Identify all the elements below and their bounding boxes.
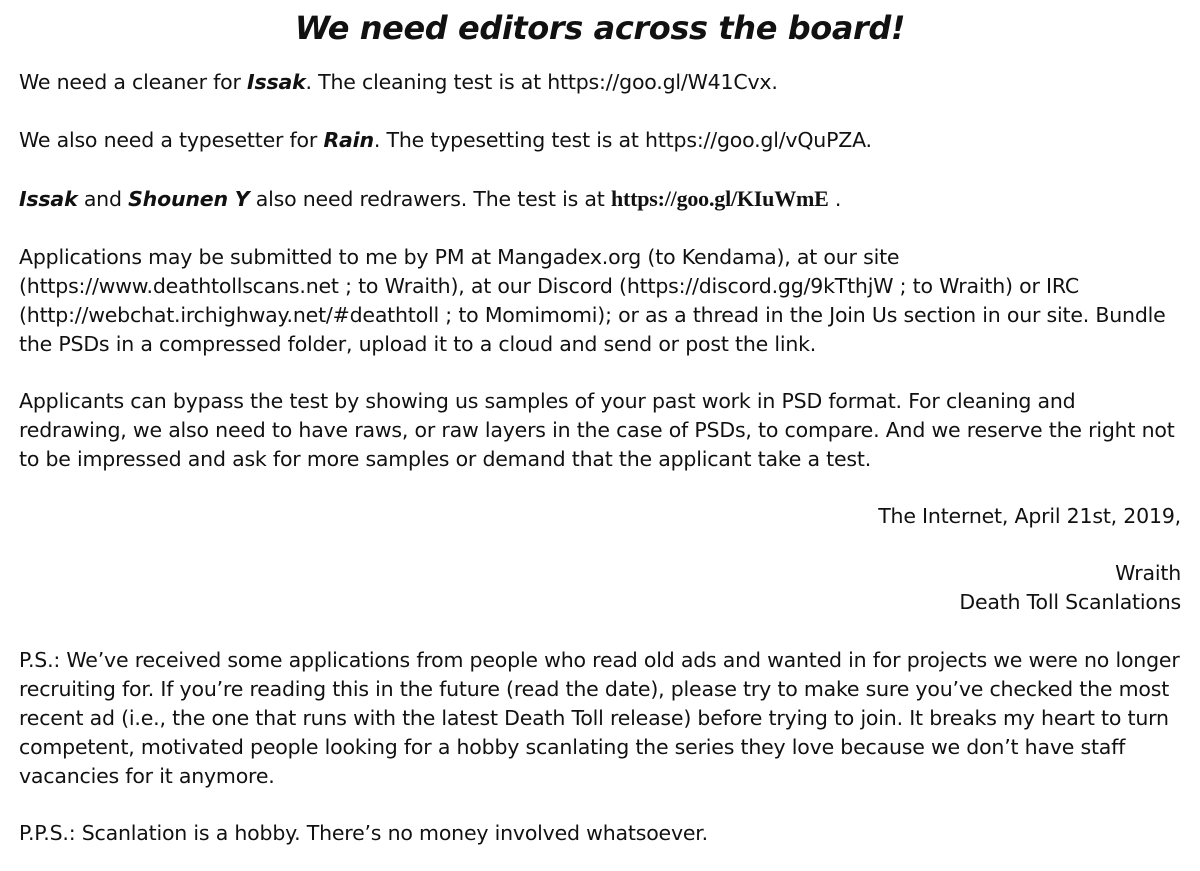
ps-paragraph: P.S.: We’ve received some applications from people who read old ads and wanted in for projects we were no longer recruiting for. If you’re reading this in the future (read the date), please try to make sure you’ve checked the most recent ad (i.e., the one that runs with the latest Death Toll release) before trying to join. It breaks my heart to turn competent, motivated people looking for a hobby scanlating the series they love because we don’t have staff vacancies for it anymore. (19, 648, 1180, 788)
redrawer-project-name-1: Issak (19, 187, 78, 211)
cleaner-text-post: . The cleaning test is at https://goo.gl/W41Cvx. (305, 70, 778, 94)
bypass-paragraph: Applicants can bypass the test by showing us samples of your past work in PSD format. For cleaning and redrawing, we also need to have raws, or raw layers in the case of PSDs, to compare. And we reserve the right not to be impressed and ask for more samples or demand that the applicant take a test. (19, 389, 1175, 471)
typesetter-project-name: Rain (323, 128, 374, 152)
redrawer-text-mid: also need redrawers. The test is at (249, 187, 611, 211)
redrawer-test-link[interactable]: https://goo.gl/KIuWmE (610, 186, 829, 211)
redrawer-project-name-2: Shounen Y (128, 187, 250, 211)
page-title: We need editors across the board! (294, 9, 906, 47)
signature-block (19, 559, 1181, 617)
signature-name: Wraith (1115, 561, 1181, 585)
dateline: The Internet, April 21st, 2019, (878, 504, 1181, 528)
redrawer-text-and: and (77, 187, 129, 211)
typesetter-text-pre: We also need a typesetter for (19, 128, 324, 152)
cleaner-text-pre: We need a cleaner for (19, 70, 248, 94)
cleaner-project-name: Issak (247, 70, 306, 94)
typesetter-text-post: . The typesetting test is at https://goo.gl/vQuPZA. (373, 128, 872, 152)
redrawer-paragraph (19, 184, 1181, 214)
typesetter-paragraph (19, 126, 1181, 155)
redrawer-text-end: . (828, 187, 842, 211)
cleaner-paragraph (19, 68, 1181, 97)
pps-paragraph: P.P.S.: Scanlation is a hobby. There’s no money involved whatsoever. (19, 821, 708, 845)
signature-group: Death Toll Scanlations (959, 590, 1181, 614)
applications-paragraph: Applications may be submitted to me by PM at Mangadex.org (to Kendama), at our site (https://www.deathtollscans.net ; to Wraith), at our Discord (https://discord.gg/9kTthjW ; to Wraith) or IRC (http://webchat.irchighway.net/#deathtoll ; to Momimomi); or as a thread in the Join Us section in our site. Bundle the PSDs in a compressed folder, upload it to a cloud and send or post the link. (19, 245, 1166, 356)
